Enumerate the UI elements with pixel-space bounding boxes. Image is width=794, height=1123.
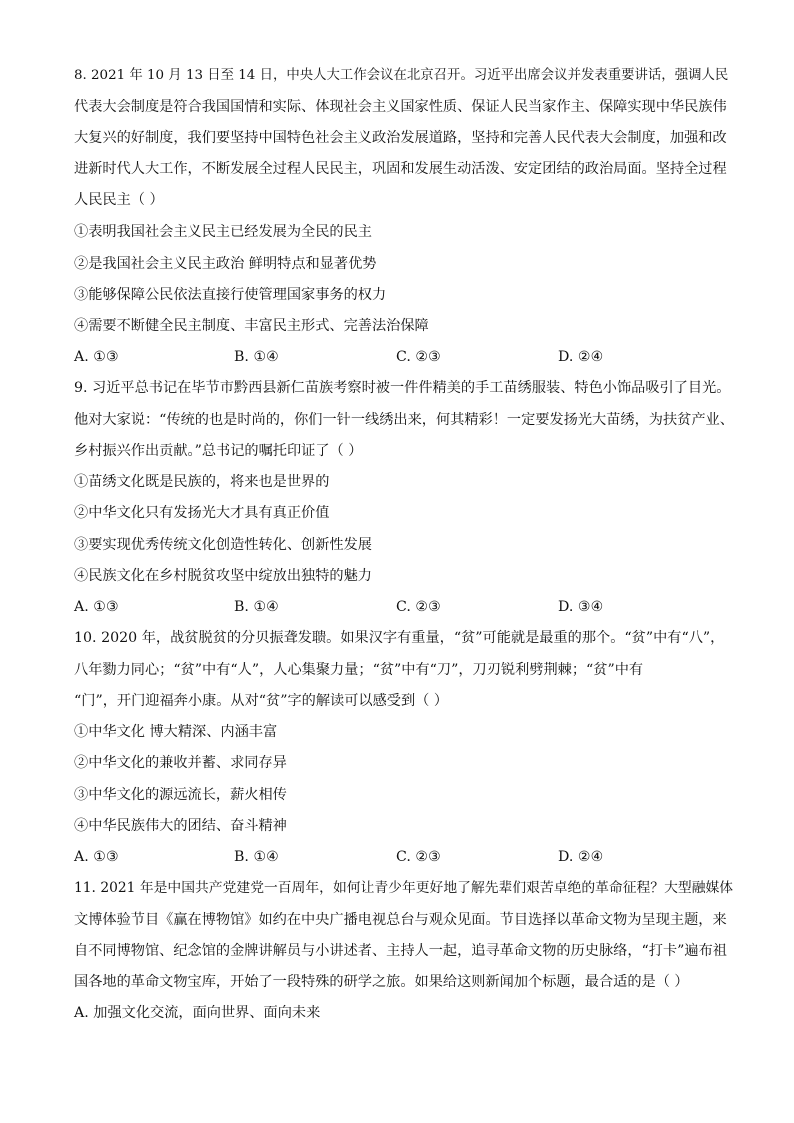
q8-stem-line: 8. 2021 年 10 月 13 日至 14 日，中央人大工作会议在北京召开。习近平出席会议并发表重要讲话，强调人民 xyxy=(74,68,729,83)
q10-stem-line: “门”，开门迎福奔小康。从对“贫”字的解读可以感受到（ ） xyxy=(74,693,449,709)
q9-item: ④民族文化在乡村脱贫攻坚中绽放出独特的魅力 xyxy=(74,568,372,584)
q9-stem-line: 乡村振兴作出贡献。”总书记的嘱托印证了（ ） xyxy=(74,443,363,459)
q11-stem-line: 自不同博物馆、纪念馆的金牌讲解员与小讲述者、主持人一起，追寻革命文物的历史脉络，“打卡”遍布祖 xyxy=(74,943,727,959)
q8-stem-line: 大复兴的好制度，我们要坚持中国特色社会主义政治发展道路，坚持和完善人民代表大会制度，加强和改 xyxy=(74,130,727,146)
q9-item: ③要实现优秀传统文化创造性转化、创新性发展 xyxy=(74,537,372,553)
q8-option-b: B. ①④ xyxy=(234,349,279,365)
q10-item: ④中华民族伟大的团结、奋斗精神 xyxy=(74,818,287,834)
q10-item: ②中华文化的兼收并蓄、求同存异 xyxy=(74,755,287,771)
q8-stem-line: 人民民主（ ） xyxy=(74,192,164,208)
q8-item: ①表明我国社会主义民主已经发展为全民的民主 xyxy=(74,224,372,240)
q10-option-a: A. ①③ xyxy=(74,849,119,865)
q8-option-a: A. ①③ xyxy=(74,349,119,365)
q8-item: ②是我国社会主义民主政治 鲜明特点和显著优势 xyxy=(74,256,377,272)
q10-option-d: D. ②④ xyxy=(558,849,604,865)
q11-option-a: A. 加强文化交流，面向世界、面向未来 xyxy=(74,1005,321,1021)
q10-stem-line: 八年勠力同心；“贫”中有“人”，人心集聚力量；“贫”中有“刀”，刀刃锐利劈荆棘；“贫”中有 xyxy=(74,662,644,678)
q9-stem-line: 9. 习近平总书记在毕节市黔西县新仁苗族考察时被一件件精美的手工苗绣服装、特色小饰品吸引了目光。 xyxy=(74,380,731,396)
q8-option-d: D. ②④ xyxy=(558,349,604,365)
q8-item: ③能够保障公民依法直接行使管理国家事务的权力 xyxy=(74,287,387,303)
q10-option-c: C. ②③ xyxy=(396,849,441,865)
q9-option-c: C. ②③ xyxy=(396,599,441,615)
q10-option-b: B. ①④ xyxy=(234,849,279,865)
q8-option-c: C. ②③ xyxy=(396,349,441,365)
q8-stem-line: 代表大会制度是符合我国国情和实际、体现社会主义国家性质、保证人民当家作主、保障实现中华民族伟 xyxy=(74,99,727,115)
q8-options xyxy=(74,347,734,367)
q10-options xyxy=(74,847,734,867)
q9-options xyxy=(74,597,734,617)
q9-stem-line: 他对大家说：“传统的也是时尚的，你们一针一线绣出来，何其精彩！一定要发扬光大苗绣，为扶贫产业、 xyxy=(74,412,734,428)
q9-option-d: D. ③④ xyxy=(558,599,604,615)
q9-item: ②中华文化只有发扬光大才具有真正价值 xyxy=(74,505,330,521)
q8-item: ④需要不断健全民主制度、丰富民主形式、完善法治保障 xyxy=(74,318,429,334)
q10-stem-line: 10. 2020 年，战贫脱贫的分贝振聋发聩。如果汉字有重量，“贫”可能就是最重的那个。“贫”中有“八”， xyxy=(74,630,725,646)
q10-item: ③中华文化的源远流长，薪火相传 xyxy=(74,787,287,803)
q9-option-a: A. ①③ xyxy=(74,599,119,615)
q9-option-b: B. ①④ xyxy=(234,599,279,615)
q11-stem-line: 11. 2021 年是中国共产党建党一百周年，如何让青少年更好地了解先辈们艰苦卓绝的革命征程？大型融媒体 xyxy=(74,880,734,896)
q8-stem-line: 进新时代人大工作，不断发展全过程人民民主，巩固和发展生动活泼、安定团结的政治局面。坚持全过程 xyxy=(74,161,727,177)
q10-item: ①中华文化 博大精深、内涵丰富 xyxy=(74,724,278,740)
q9-item: ①苗绣文化既是民族的，将来也是世界的 xyxy=(74,474,330,490)
q11-stem-line: 国各地的革命文物宝库，开始了一段特殊的研学之旅。如果给这则新闻加个标题，最合适的是（ ） xyxy=(74,974,689,990)
q11-stem-line: 文博体验节目《赢在博物馆》如约在中央广播电视总台与观众见面。节目选择以革命文物为呈现主题，来 xyxy=(74,912,727,928)
